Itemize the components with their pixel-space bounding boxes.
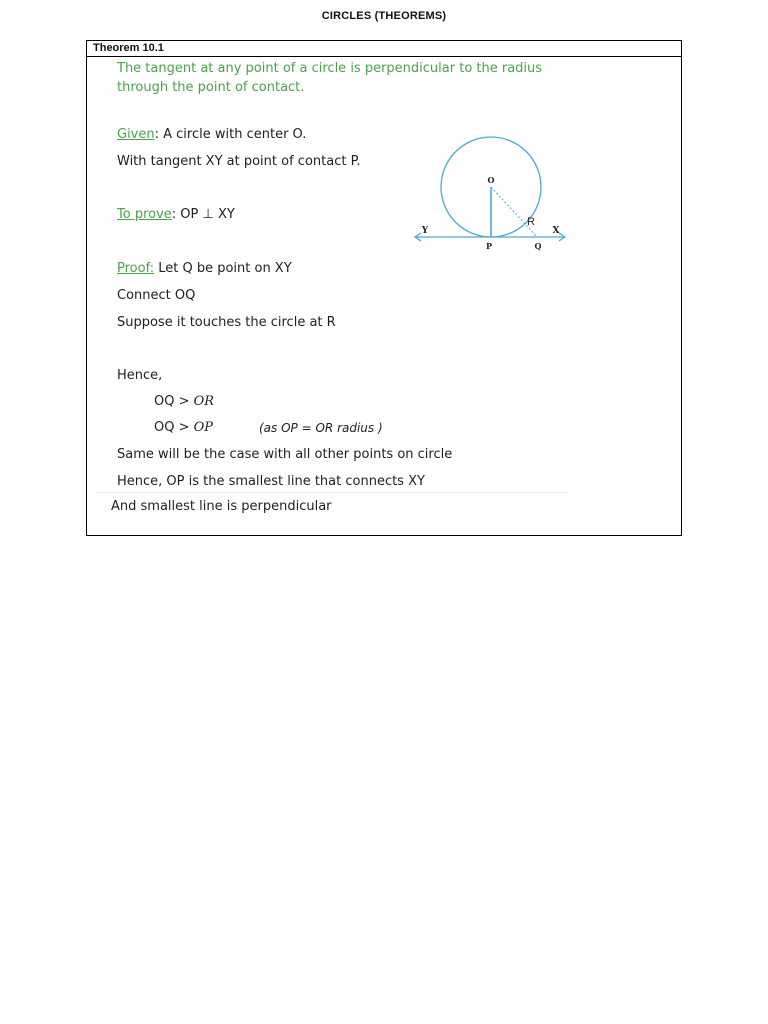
circle-tangent-diagram [413, 131, 573, 261]
proof-line-3: Suppose it touches the circle at R [117, 315, 336, 330]
label-r: R [527, 216, 535, 228]
label-q: Q [534, 241, 542, 251]
label-p: P [485, 241, 493, 251]
inequality-2-right: OP [193, 420, 214, 435]
inequality-2-note: (as OP = OR radius ) [259, 421, 383, 435]
proof-line-2: Connect OQ [117, 288, 196, 303]
statement-line-2: through the point of contact. [117, 80, 305, 95]
label-o: O [487, 175, 495, 185]
theorem-label: Theorem 10.1 [93, 42, 164, 54]
theorem-header [87, 41, 681, 57]
to-prove-label: To prove [117, 207, 172, 222]
line-oq [491, 187, 537, 237]
label-y: Y [421, 226, 429, 236]
theorem-content [97, 57, 569, 535]
page-title: CIRCLES (THEOREMS) [321, 10, 447, 22]
box-corner-hook [86, 521, 175, 536]
separator-line [97, 492, 569, 493]
inequality-1-right: OR [193, 394, 215, 409]
statement-line-1: The tangent at any point of a circle is perpendicular to the radius [117, 61, 543, 76]
smallest-perpendicular-line: And smallest line is perpendicular [111, 499, 332, 514]
given-text: : A circle with center O. [154, 127, 307, 142]
to-prove-line [117, 207, 235, 222]
same-case-line: Same will be the case with all other points on circle [117, 447, 453, 462]
hence-smallest-line: Hence, OP is the smallest line that connects XY [117, 474, 425, 489]
proof-line [117, 261, 292, 276]
proof-label: Proof: [117, 261, 155, 276]
inequality-1-left: OQ > [154, 394, 194, 409]
to-prove-text: : OP ⊥ XY [171, 207, 235, 222]
inequality-2 [154, 420, 213, 435]
proof-text: Let Q be point on XY [154, 261, 292, 276]
hence-line: Hence, [117, 368, 163, 383]
theorem-box [86, 40, 682, 536]
given-line-2: With tangent XY at point of contact P. [117, 154, 361, 169]
inequality-1 [154, 394, 214, 409]
given-line [117, 127, 306, 142]
inequality-2-left: OQ > [154, 420, 194, 435]
given-label: Given [117, 127, 155, 142]
label-x: X [552, 226, 560, 236]
